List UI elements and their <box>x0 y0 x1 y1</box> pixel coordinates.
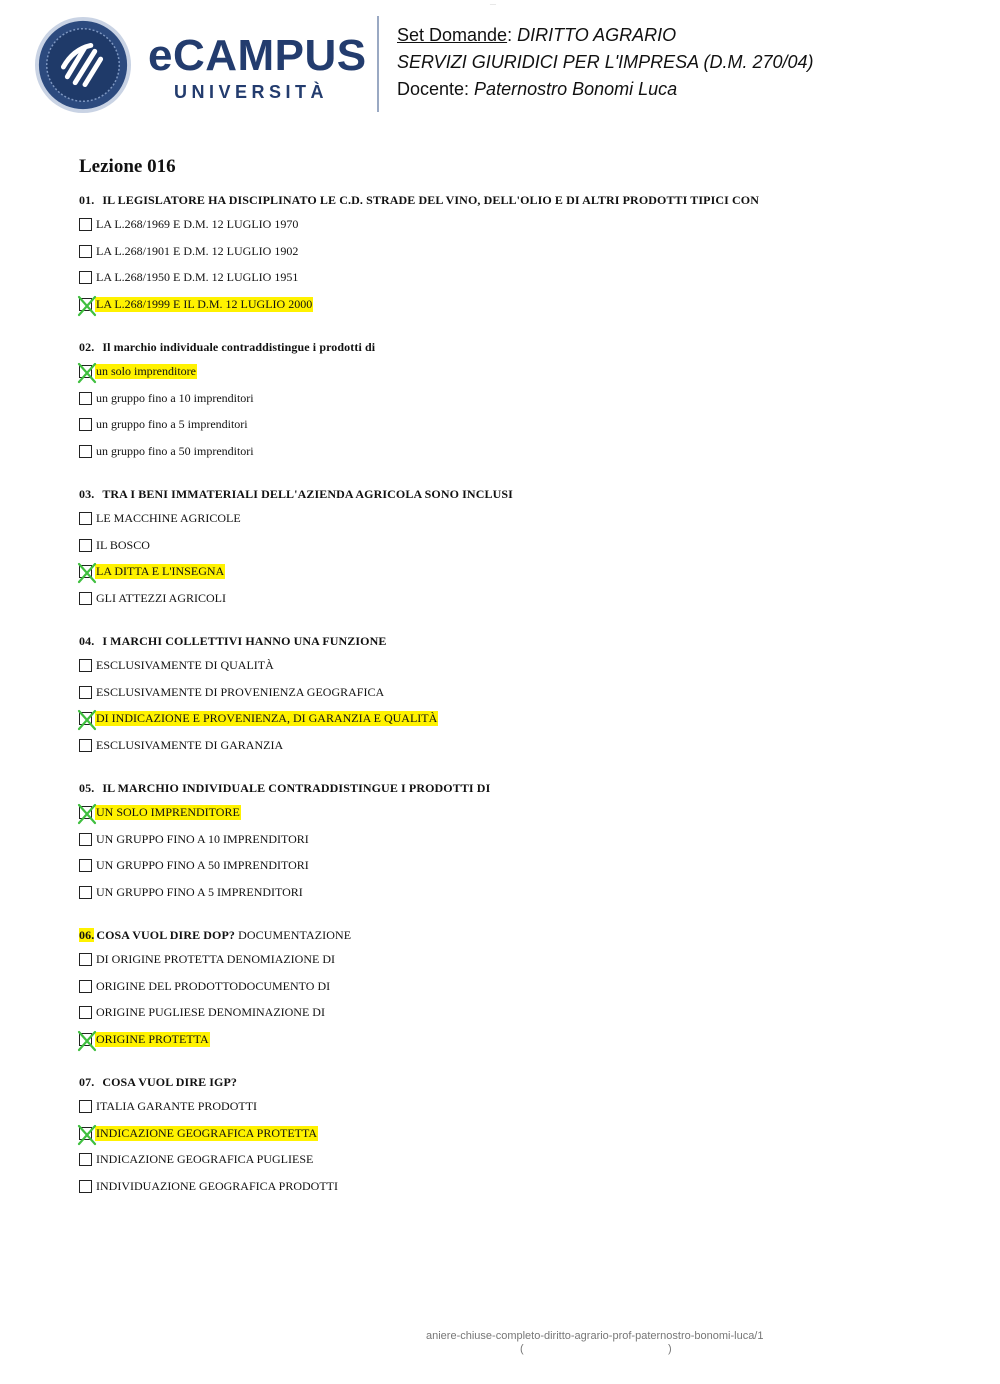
question-text <box>79 631 959 651</box>
answer-option[interactable] <box>79 885 959 912</box>
answer-label: ORIGINE PROTETTA <box>96 1031 209 1046</box>
ecampus-seal-logo <box>34 16 132 114</box>
question-item <box>79 484 959 617</box>
page-footer <box>426 1330 763 1357</box>
answer-option[interactable] <box>79 1152 959 1179</box>
question-number: 03. <box>79 487 95 501</box>
question-list <box>79 190 959 1205</box>
set-line <box>397 22 814 49</box>
answer-checkbox[interactable] <box>79 565 92 578</box>
answer-option[interactable] <box>79 1179 959 1206</box>
subject-title: DIRITTO AGRARIO <box>517 25 677 45</box>
footer-url: aniere-chiuse-completo-diritto-agrario-prof-paternostro-bonomi-luca/1 <box>426 1330 764 1342</box>
answer-label: un gruppo fino a 50 imprenditori <box>96 443 254 458</box>
answer-checkbox[interactable] <box>79 592 92 605</box>
set-separator: : <box>507 25 518 45</box>
question-item <box>79 337 959 470</box>
answer-checkbox[interactable] <box>79 1100 92 1113</box>
answer-label: LA DITTA E L'INSEGNA <box>96 564 225 578</box>
answer-option[interactable] <box>79 711 959 738</box>
answer-option[interactable] <box>79 417 959 444</box>
answer-label: DI INDICAZIONE E PROVENIENZA, DI GARANZIA E QUALITÀ <box>96 711 438 725</box>
answer-checkbox[interactable] <box>79 1180 92 1193</box>
logo-ecampus-text: eCAMPUS <box>148 31 367 80</box>
set-label: Set Domande <box>397 25 508 45</box>
logo-universita-text: UNIVERSITÀ <box>174 82 329 102</box>
answer-checkbox[interactable] <box>79 980 92 993</box>
answer-label: LA L.268/1901 E D.M. 12 LUGLIO 1902 <box>96 243 299 258</box>
answer-checkbox[interactable] <box>79 886 92 899</box>
answer-option[interactable] <box>79 1005 959 1032</box>
answer-option[interactable] <box>79 591 959 618</box>
answer-label: INDICAZIONE GEOGRAFICA PUGLIESE <box>96 1152 314 1166</box>
answer-label: UN GRUPPO FINO A 10 IMPRENDITORI <box>96 831 309 846</box>
answer-option[interactable] <box>79 391 959 418</box>
answer-option[interactable] <box>79 658 959 685</box>
course-line <box>397 49 814 76</box>
answer-label: UN GRUPPO FINO A 50 IMPRENDITORI <box>96 858 309 872</box>
answer-checkbox[interactable] <box>79 712 92 725</box>
answer-label: INDICAZIONE GEOGRAFICA PROTETTA <box>96 1125 318 1140</box>
answer-label: ESCLUSIVAMENTE DI GARANZIA <box>96 737 284 752</box>
question-text <box>79 778 959 798</box>
question-text <box>79 1072 959 1092</box>
question-prompt: COSA VUOL DIRE IGP? <box>102 1075 238 1089</box>
answer-label: ITALIA GARANTE PRODOTTI <box>96 1099 258 1113</box>
answer-label: UN SOLO IMPRENDITORE <box>96 805 240 819</box>
ecampus-wordmark <box>148 31 367 103</box>
answer-checkbox[interactable] <box>79 953 92 966</box>
question-number: 04. <box>79 634 95 648</box>
question-number: 01. <box>79 193 95 207</box>
answer-option[interactable] <box>79 952 959 979</box>
answer-checkbox[interactable] <box>79 245 92 258</box>
question-text <box>79 925 959 945</box>
answer-option[interactable] <box>79 1126 959 1153</box>
answer-checkbox[interactable] <box>79 539 92 552</box>
question-item <box>79 1072 959 1205</box>
question-text <box>79 190 959 210</box>
answer-option[interactable] <box>79 511 959 538</box>
footer-parens <box>426 1343 763 1357</box>
question-item <box>79 190 959 323</box>
answer-option[interactable] <box>79 979 959 1006</box>
teacher-label: Docente: <box>397 79 475 99</box>
answer-checkbox[interactable] <box>79 659 92 672</box>
answer-checkbox[interactable] <box>79 806 92 819</box>
question-extra-text: DOCUMENTAZIONE <box>235 928 352 942</box>
answer-label: LA L.268/1969 E D.M. 12 LUGLIO 1970 <box>96 217 299 231</box>
answer-checkbox[interactable] <box>79 445 92 458</box>
question-item <box>79 925 959 1058</box>
answer-label: DI ORIGINE PROTETTA DENOMIAZIONE DI <box>96 952 336 966</box>
answer-checkbox[interactable] <box>79 392 92 405</box>
answer-label: LE MACCHINE AGRICOLE <box>96 511 241 525</box>
answer-checkbox[interactable] <box>79 1033 92 1046</box>
question-number: 02. <box>79 340 95 354</box>
teacher-line <box>397 76 814 103</box>
answer-label: ORIGINE PUGLIESE DENOMINAZIONE DI <box>96 1005 325 1019</box>
answer-option[interactable] <box>79 858 959 885</box>
answer-option[interactable] <box>79 364 959 391</box>
answer-checkbox[interactable] <box>79 271 92 284</box>
question-text <box>79 337 959 357</box>
answer-option[interactable] <box>79 217 959 244</box>
lesson-title: Lezione 016 <box>79 156 176 177</box>
question-prompt: COSA VUOL DIRE DOP? <box>96 928 236 942</box>
question-prompt: IL MARCHIO INDIVIDUALE CONTRADDISTINGUE I PRODOTTI DI <box>102 781 491 795</box>
answer-label: IL BOSCO <box>96 537 150 552</box>
answer-option[interactable] <box>79 738 959 765</box>
question-text <box>79 484 959 504</box>
question-item <box>79 631 959 764</box>
answer-label: LA L.268/1999 E IL D.M. 12 LUGLIO 2000 <box>96 296 313 311</box>
answer-label: ORIGINE DEL PRODOTTODOCUMENTO DI <box>96 978 331 993</box>
footer-close-paren: ) <box>668 1343 672 1355</box>
answer-label: LA L.268/1950 E D.M. 12 LUGLIO 1951 <box>96 270 299 284</box>
answer-option[interactable] <box>79 538 959 565</box>
lesson-content <box>79 156 959 1219</box>
teacher-name: Paternostro Bonomi Luca <box>474 79 678 99</box>
question-number: 07. <box>79 1075 95 1089</box>
answer-label: UN GRUPPO FINO A 5 IMPRENDITORI <box>96 884 303 899</box>
answer-option[interactable] <box>79 244 959 271</box>
answer-checkbox[interactable] <box>79 218 92 231</box>
answer-checkbox[interactable] <box>79 512 92 525</box>
answer-label: un gruppo fino a 10 imprenditori <box>96 390 254 405</box>
question-item <box>79 778 959 911</box>
answer-option[interactable] <box>79 444 959 471</box>
answer-label: ESCLUSIVAMENTE DI PROVENIENZA GEOGRAFICA <box>96 684 385 699</box>
answer-checkbox[interactable] <box>79 739 92 752</box>
answer-label: INDIVIDUAZIONE GEOGRAFICA PRODOTTI <box>96 1178 338 1193</box>
answer-option[interactable] <box>79 270 959 297</box>
answer-option[interactable] <box>79 564 959 591</box>
answer-checkbox[interactable] <box>79 1153 92 1166</box>
question-prompt: IL LEGISLATORE HA DISCIPLINATO LE C.D. STRADE DEL VINO, DELL'OLIO E DI ALTRI PRODOTTI TIPICI CON <box>102 193 759 207</box>
answer-checkbox[interactable] <box>79 833 92 846</box>
answer-option[interactable] <box>79 1099 959 1126</box>
question-number: 05. <box>79 781 95 795</box>
question-prompt: Il marchio individuale contraddistingue i prodotti di <box>102 340 376 354</box>
course-name: SERVIZI GIURIDICI PER L'IMPRESA (D.M. 270/04) <box>397 52 814 72</box>
answer-checkbox[interactable] <box>79 1127 92 1140</box>
answer-label: ESCLUSIVAMENTE DI QUALITÀ <box>96 658 274 672</box>
document-header <box>0 0 1000 130</box>
answer-checkbox[interactable] <box>79 1006 92 1019</box>
header-divider <box>377 16 379 112</box>
answer-option[interactable] <box>79 805 959 832</box>
answer-option[interactable] <box>79 832 959 859</box>
footer-open-paren: ( <box>520 1343 524 1355</box>
answer-checkbox[interactable] <box>79 365 92 378</box>
answer-label: un gruppo fino a 5 imprenditori <box>96 417 248 431</box>
question-number: 06. <box>79 928 95 942</box>
answer-option[interactable] <box>79 297 959 324</box>
answer-checkbox[interactable] <box>79 298 92 311</box>
header-info <box>397 22 814 103</box>
question-prompt: TRA I BENI IMMATERIALI DELL'AZIENDA AGRICOLA SONO INCLUSI <box>102 487 513 501</box>
answer-label: GLI ATTEZZI AGRICOLI <box>96 590 226 605</box>
top-mark: — <box>490 2 496 8</box>
answer-checkbox[interactable] <box>79 418 92 431</box>
answer-label: un solo imprenditore <box>96 364 196 378</box>
answer-checkbox[interactable] <box>79 686 92 699</box>
question-prompt: I MARCHI COLLETTIVI HANNO UNA FUNZIONE <box>102 634 387 648</box>
answer-option[interactable] <box>79 1032 959 1059</box>
answer-option[interactable] <box>79 685 959 712</box>
answer-checkbox[interactable] <box>79 859 92 872</box>
